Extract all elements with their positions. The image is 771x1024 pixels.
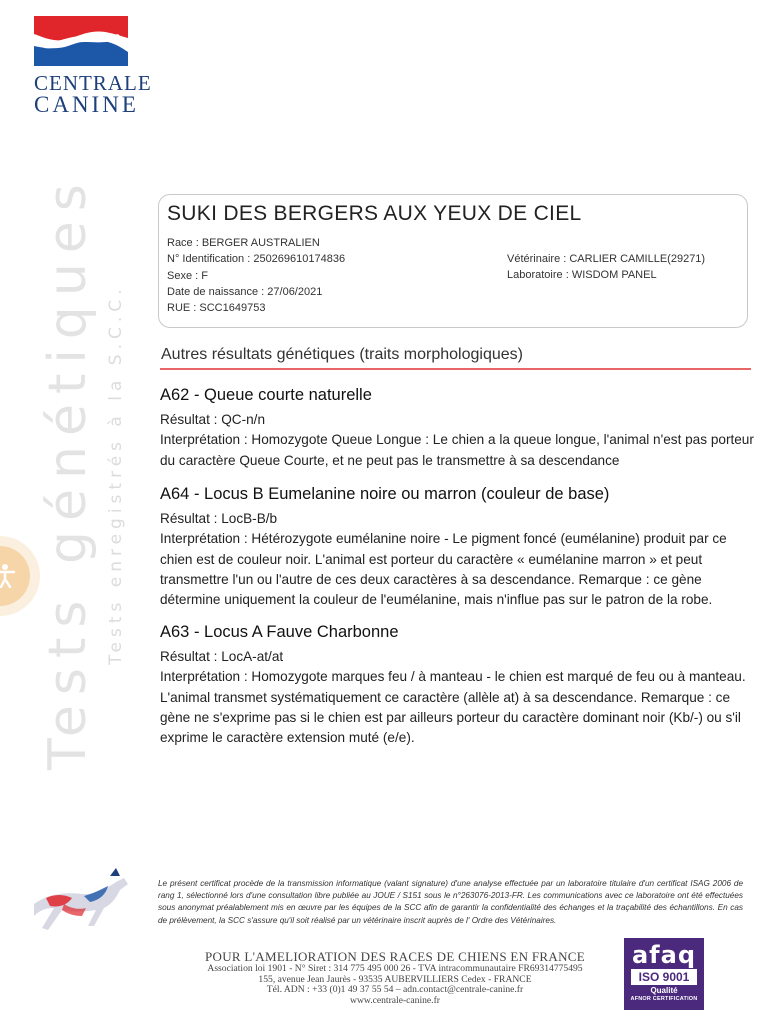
identity-right-column [507,251,705,284]
section-title: Autres résultats génétiques (traits morphologiques) [161,346,523,363]
trait-interpretation: Interprétation : Hétérozygote eumélanine noire - Le pigment foncé (eumélanine) produit par ce chien est de couleur noir. L'animal est porteur du caractère « eumélanine marron » et peut transmettre l'un ou l'autre de ces deux caractères à sa descendance. Remarque : ce gène détermine uniquement la couleur de l'eumélanine, mais n'influe pas sur le patron de la robe. [160,531,727,608]
afnor-label: AFNOR CERTIFICATION [630,996,698,1002]
birth-date-line: Date de naissance : 27/06/2021 [167,285,323,298]
accessibility-icon [0,564,18,588]
association-siret: Association loi 1901 - N° Siret : 314 775 495 000 26 - TVA intracommunautaire FR69314775495 [207,963,583,974]
trait-interpretation: Interprétation : Homozygote marques feu / à manteau - le chien est marqué de feu ou à manteau. L'animal transmet systématiquement ce caractère (allèle at) à sa descendance. Remarque : ce gène ne s'exprime pas si le chien est par ailleurs porteur du caractère dominant noir (Kb/-) ou s'il exprime le caractère extension muté (e/e). [160,669,746,746]
section-divider [160,368,751,370]
iso-label: ISO 9001 [631,969,697,985]
centrale-canine-logo [34,16,152,117]
side-subtitle-scc: Tests enregistrés à la S.C.C. [106,284,126,665]
rue-line: RUE : SCC1649753 [167,302,266,315]
identification-line: N° Identification : 250269610174836 [167,253,346,266]
trait-title: A62 - Queue courte naturelle [160,386,372,404]
veterinarian-line: Vétérinaire : CARLIER CAMILLE(29271) [507,253,706,265]
dog-name: SUKI DES BERGERS AUX YEUX DE CIEL [167,202,582,225]
logo-line-1: CENTRALE [34,71,152,95]
identity-left-column [167,235,345,316]
afaq-name: afaq [631,941,696,969]
identity-box [158,194,748,328]
running-dog-icon [24,864,132,943]
association-title: POUR L'AMELIORATION DES RACES DE CHIENS EN FRANCE [205,949,585,964]
logo-line-2: CANINE [34,92,139,117]
sexe-line: Sexe : F [167,269,208,282]
afaq-iso-badge [624,938,704,1010]
side-title-tests-genetiques: Tests génétiques [38,174,98,770]
accessibility-button[interactable] [0,546,30,606]
quality-label: Qualité [650,986,678,995]
trait-title: A63 - Locus A Fauve Charbonne [160,623,399,641]
association-address: 155, avenue Jean Jaurès - 93535 AUBERVILLIERS Cedex - FRANCE [258,973,532,985]
association-contact: Tél. ADN : +33 (0)1 49 37 55 54 – adn.contact@centrale-canine.fr [266,984,524,995]
race-line: Race : BERGER AUSTRALIEN [167,237,320,249]
legal-disclaimer: Le présent certificat procède de la transmission informatique (valant signature) d'une analyse effectuée par un laboratoire titulaire d'un certificat ISAG 2006 de rang 1, sélectionné lors d'une consultation libre publiée au JOUE / S151 sous le n°263076-2013-FR. Les communications avec ce laboratoire ont été effectuées sous anonymat préalablement mis en œuvre par les équipes de la SCC afin de garantir la confidentialité des échanges et la traçabilité des échantillons. En cas de prélèvement, la SCC s'assure qu'il soit réalisé par un vétérinaire inscrit auprès de l' Ordre des Vétérinaires. [158,879,743,925]
trait-a62 [160,386,760,471]
trait-a64 [160,485,760,610]
trait-result: Résultat : LocB-B/b [160,511,278,526]
trait-result: Résultat : QC-n/n [160,412,266,427]
association-info [150,950,640,1006]
trait-title: A64 - Locus B Eumelanine noire ou marron (couleur de base) [160,485,610,503]
trait-interpretation: Interprétation : Homozygote Queue Longue : Le chien a la queue longue, l'animal n'est pas porteur du caractère Queue Courte, et ne peut pas le transmettre à sa descendance [160,432,754,468]
trait-a63 [160,623,760,748]
trait-result: Résultat : LocA-at/at [160,649,284,664]
dog-flag-icon [34,16,128,66]
laboratory-line: Laboratoire : WISDOM PANEL [507,269,657,282]
association-website[interactable]: www.centrale-canine.fr [350,994,440,1006]
